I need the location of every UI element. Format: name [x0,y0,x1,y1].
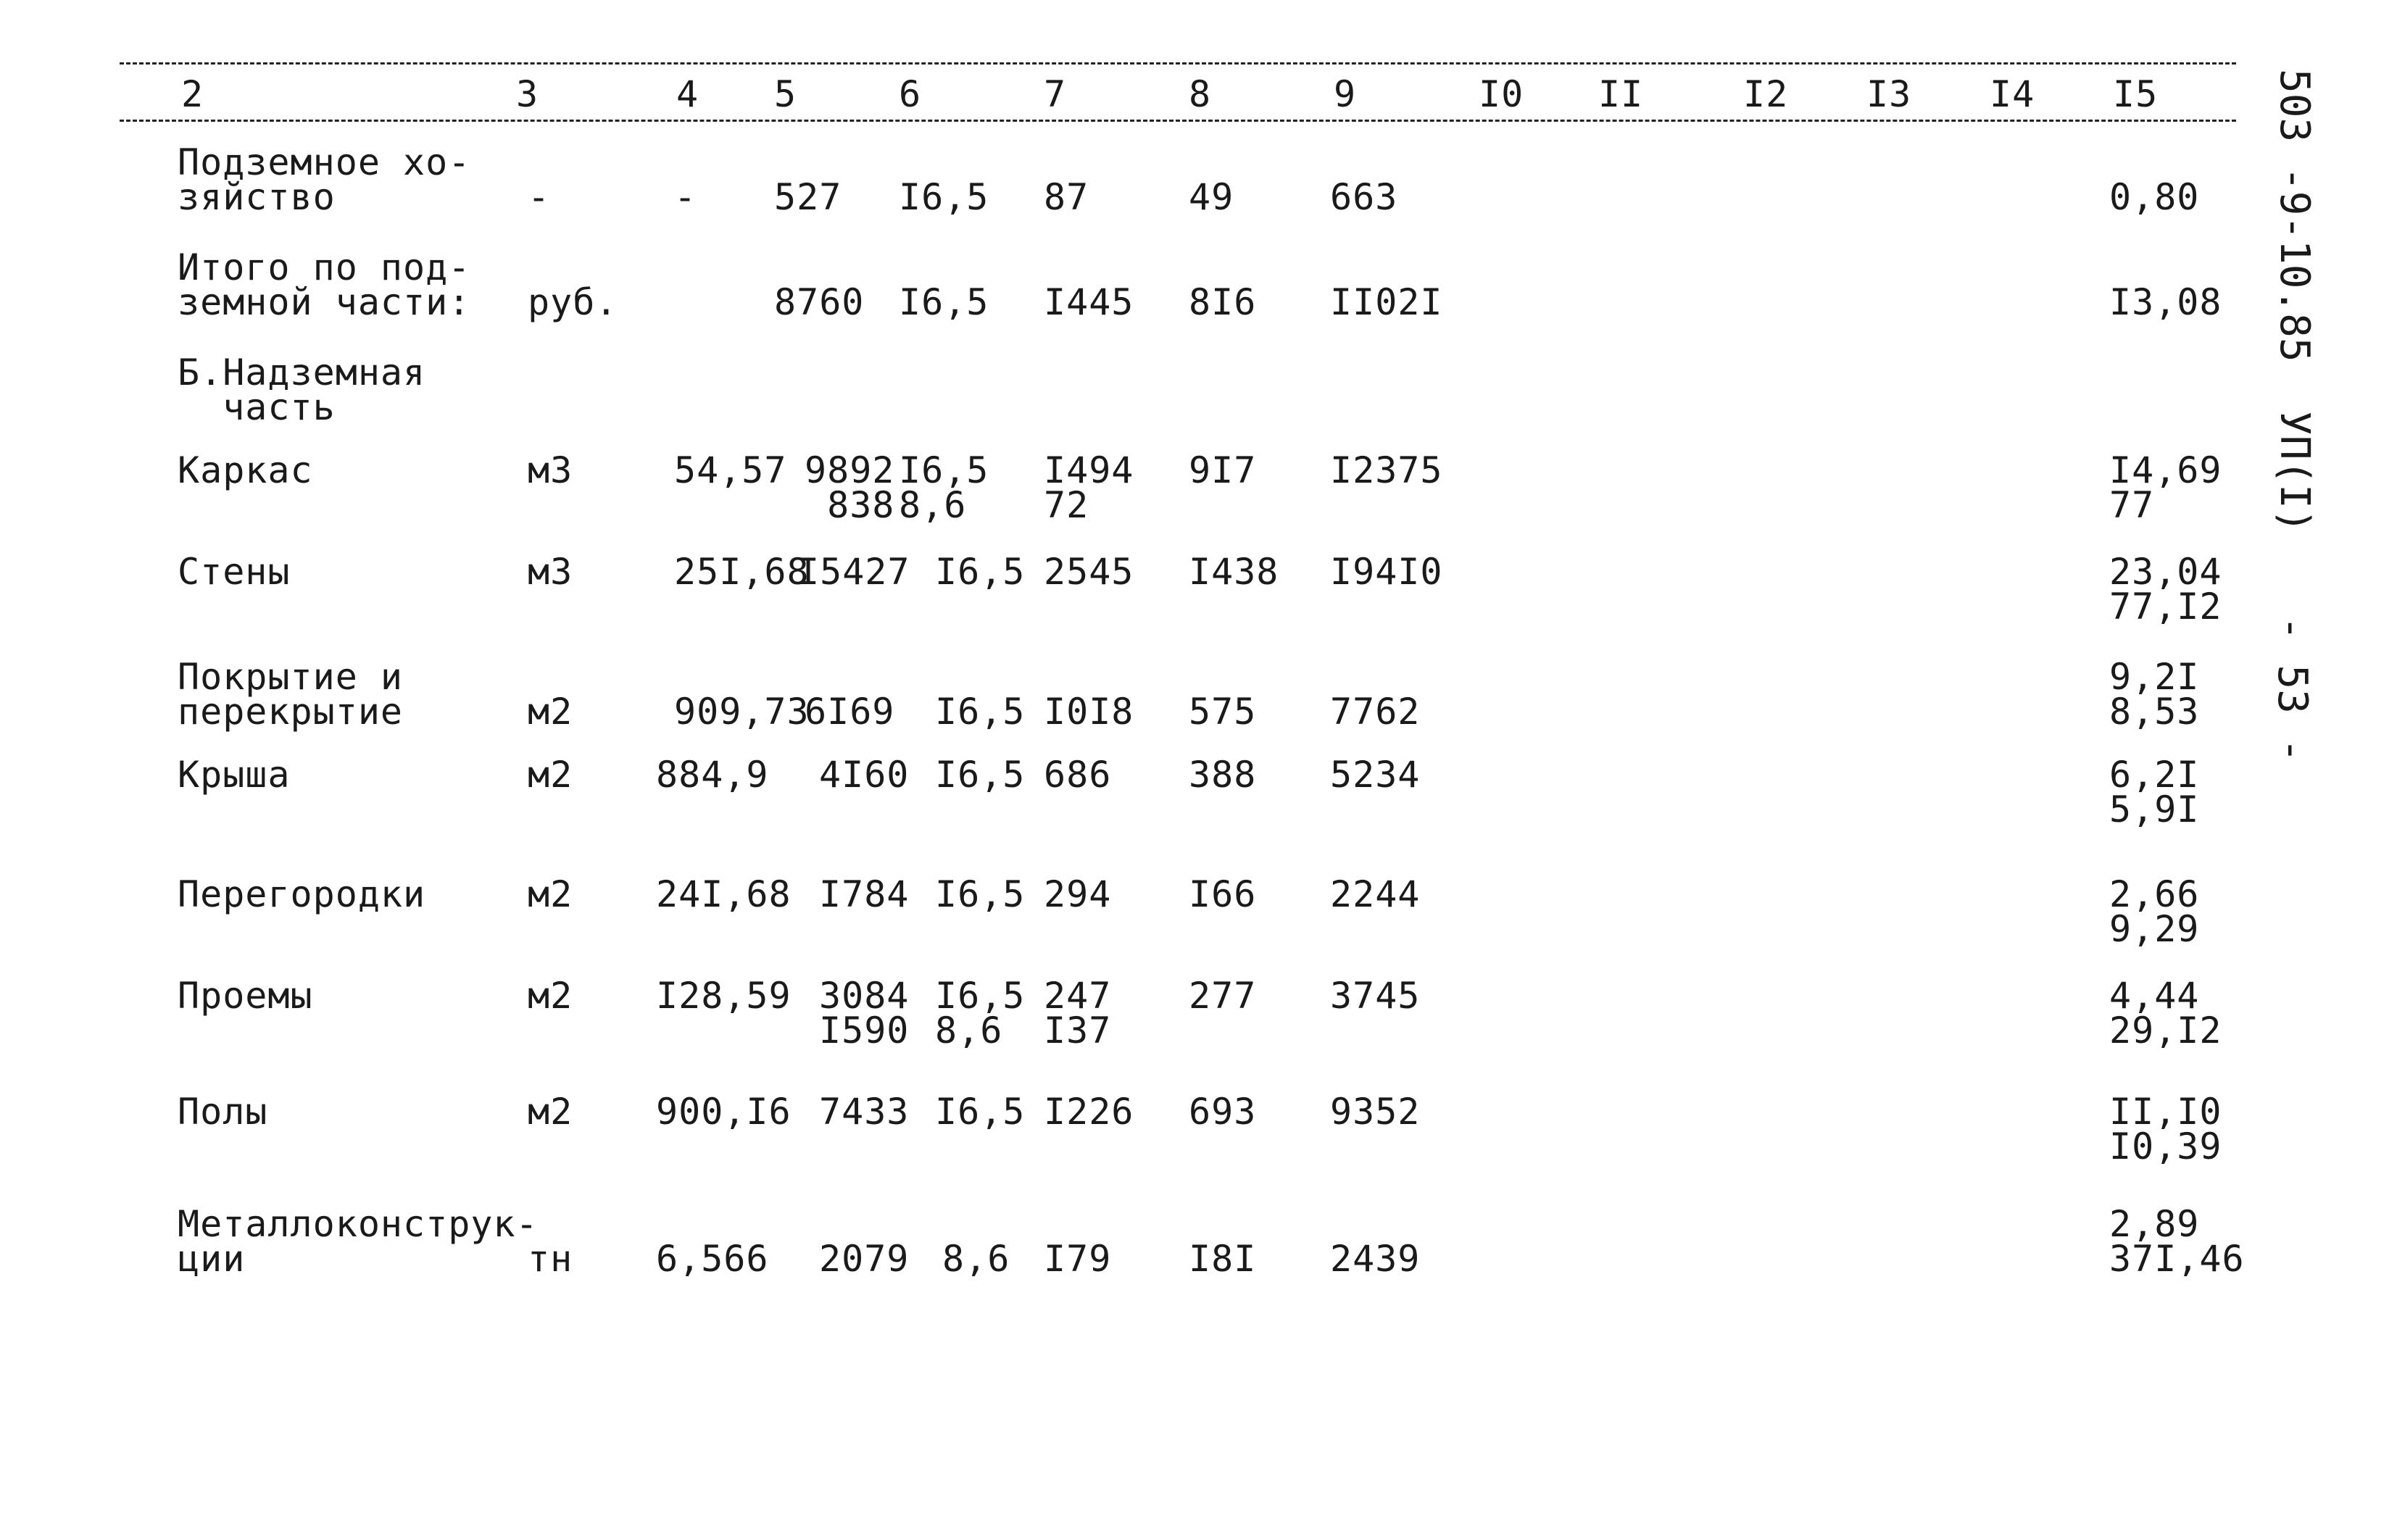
row-1-c8: 49 [1189,176,1234,218]
header-col-8: 9 [1334,73,1357,115]
row-4-c8: 9I7 [1189,449,1257,491]
row-10-name: Полы [178,1091,268,1133]
row-8-c5: I784 [819,873,910,915]
row-4-unit: м3 [528,449,573,491]
row-6-c6: I6,5 [935,691,1026,733]
row-9-c5: 3084 I590 [819,975,910,1052]
row-5-qty: 25I,68 [674,551,810,593]
row-7-c9: 5234 [1330,754,1421,796]
row-6-c9: 7762 [1330,691,1421,733]
row-10-c9: 9352 [1330,1091,1421,1133]
row-1-name: Подземное хо- зяйство [178,141,471,218]
row-1-unit: - [528,176,551,218]
row-11-qty: 6,566 [656,1238,769,1280]
page-number: - 53 - [2269,616,2316,763]
row-6-c7: I0I8 [1044,691,1134,733]
header-col-1: 2 [181,73,204,115]
row-8-c15: 2,66 9,29 [2109,873,2200,950]
document-code: 503 -9-10.85 УП(I) [2271,69,2318,533]
row-11-c5: 2079 [819,1238,910,1280]
header-col-11: I2 [1743,73,1789,115]
row-9-c9: 3745 [1330,975,1421,1017]
row-10-c6: I6,5 [935,1091,1026,1133]
top-rule [120,62,2236,64]
row-4-c5: 9892 838 [805,449,895,526]
row-5-c6: I6,5 [935,551,1026,593]
row-7-c15: 6,2I 5,9I [2109,754,2200,831]
row-5-c9: I94I0 [1330,551,1443,593]
row-2-c6: I6,5 [899,281,989,323]
row-7-c8: 388 [1189,754,1257,796]
row-7-qty: 884,9 [656,754,769,796]
header-col-4: 5 [774,73,797,115]
row-4-c7: I494 72 [1044,449,1134,526]
row-10-c5: 7433 [819,1091,910,1133]
row-5-c8: I438 [1189,551,1279,593]
row-10-c15: II,I0 I0,39 [2109,1091,2222,1168]
row-1-c9: 663 [1330,176,1398,218]
header-col-13: I4 [1990,73,2035,115]
row-1-c15: 0,80 [2109,176,2200,218]
row-10-unit: м2 [528,1091,573,1133]
row-8-c8: I66 [1189,873,1257,915]
row-2-unit: руб. [528,281,618,323]
row-2-c5: 8760 [774,281,865,323]
row-4-qty: 54,57 [674,449,787,491]
row-4-c9: I2375 [1330,449,1443,491]
row-10-c7: I226 [1044,1091,1134,1133]
row-9-c6: I6,5 8,6 [935,975,1026,1052]
row-4-c6: I6,5 8,6 [899,449,989,526]
row-6-qty: 909,73 [674,691,810,733]
row-5-unit: м3 [528,551,573,593]
row-2-name: Итого по под- земной части: [178,246,471,323]
header-col-6: 7 [1044,73,1067,115]
row-2-c15: I3,08 [2109,281,2222,323]
row-8-qty: 24I,68 [656,873,792,915]
row-11-c15: 2,89 37I,46 [2109,1203,2245,1280]
row-11-name: Металлоконструк- ции [178,1203,539,1280]
row-5-c7: 2545 [1044,551,1134,593]
header-col-3: 4 [676,73,699,115]
row-9-c7: 247 I37 [1044,975,1112,1052]
row-9-name: Проемы [178,975,313,1017]
row-11-c7: I79 [1044,1238,1112,1280]
row-1-c6: I6,5 [899,176,989,218]
row-8-c9: 2244 [1330,873,1421,915]
row-10-qty: 900,I6 [656,1091,792,1133]
header-col-9: I0 [1479,73,1524,115]
row-5-c15: 23,04 77,I2 [2109,551,2222,628]
row-4-name: Каркас [178,449,313,491]
row-10-c8: 693 [1189,1091,1257,1133]
row-11-unit: тн [528,1238,573,1280]
row-6-c5: 6I69 [805,691,895,733]
row-1-c7: 87 [1044,176,1089,218]
row-6-unit: м2 [528,691,573,733]
row-6-c15: 9,2I 8,53 [2109,656,2200,733]
row-2-c7: I445 [1044,281,1134,323]
header-col-7: 8 [1189,73,1212,115]
row-9-c15: 4,44 29,I2 [2109,975,2222,1052]
row-2-c9: II02I [1330,281,1443,323]
header-rule [120,120,2236,122]
row-8-c6: I6,5 [935,873,1026,915]
row-7-unit: м2 [528,754,573,796]
row-11-c8: I8I [1189,1238,1257,1280]
row-11-c9: 2439 [1330,1238,1421,1280]
row-4-c15: I4,69 77 [2109,449,2222,526]
row-7-c6: I6,5 [935,754,1026,796]
row-1-c5: 527 [774,176,842,218]
header-col-2: 3 [516,73,539,115]
row-1-qty: - [674,176,697,218]
header-col-12: I3 [1866,73,1912,115]
row-3-name: Б.Надземная часть [178,351,426,428]
row-8-unit: м2 [528,873,573,915]
row-7-c7: 686 [1044,754,1112,796]
header-col-10: II [1598,73,1644,115]
row-6-name: Покрытие и перекрытие [178,656,404,733]
row-5-c5: I5427 [797,551,910,593]
row-8-c7: 294 [1044,873,1112,915]
row-8-name: Перегородки [178,873,426,915]
row-6-c8: 575 [1189,691,1257,733]
row-11-c6: 8,6 [942,1238,1010,1280]
row-9-qty: I28,59 [656,975,792,1017]
row-9-c8: 277 [1189,975,1257,1017]
header-col-5: 6 [899,73,922,115]
row-2-c8: 8I6 [1189,281,1257,323]
row-7-name: Крыша [178,754,291,796]
row-5-name: Стены [178,551,291,593]
row-7-c5: 4I60 [819,754,910,796]
row-9-unit: м2 [528,975,573,1017]
header-col-14: I5 [2113,73,2159,115]
